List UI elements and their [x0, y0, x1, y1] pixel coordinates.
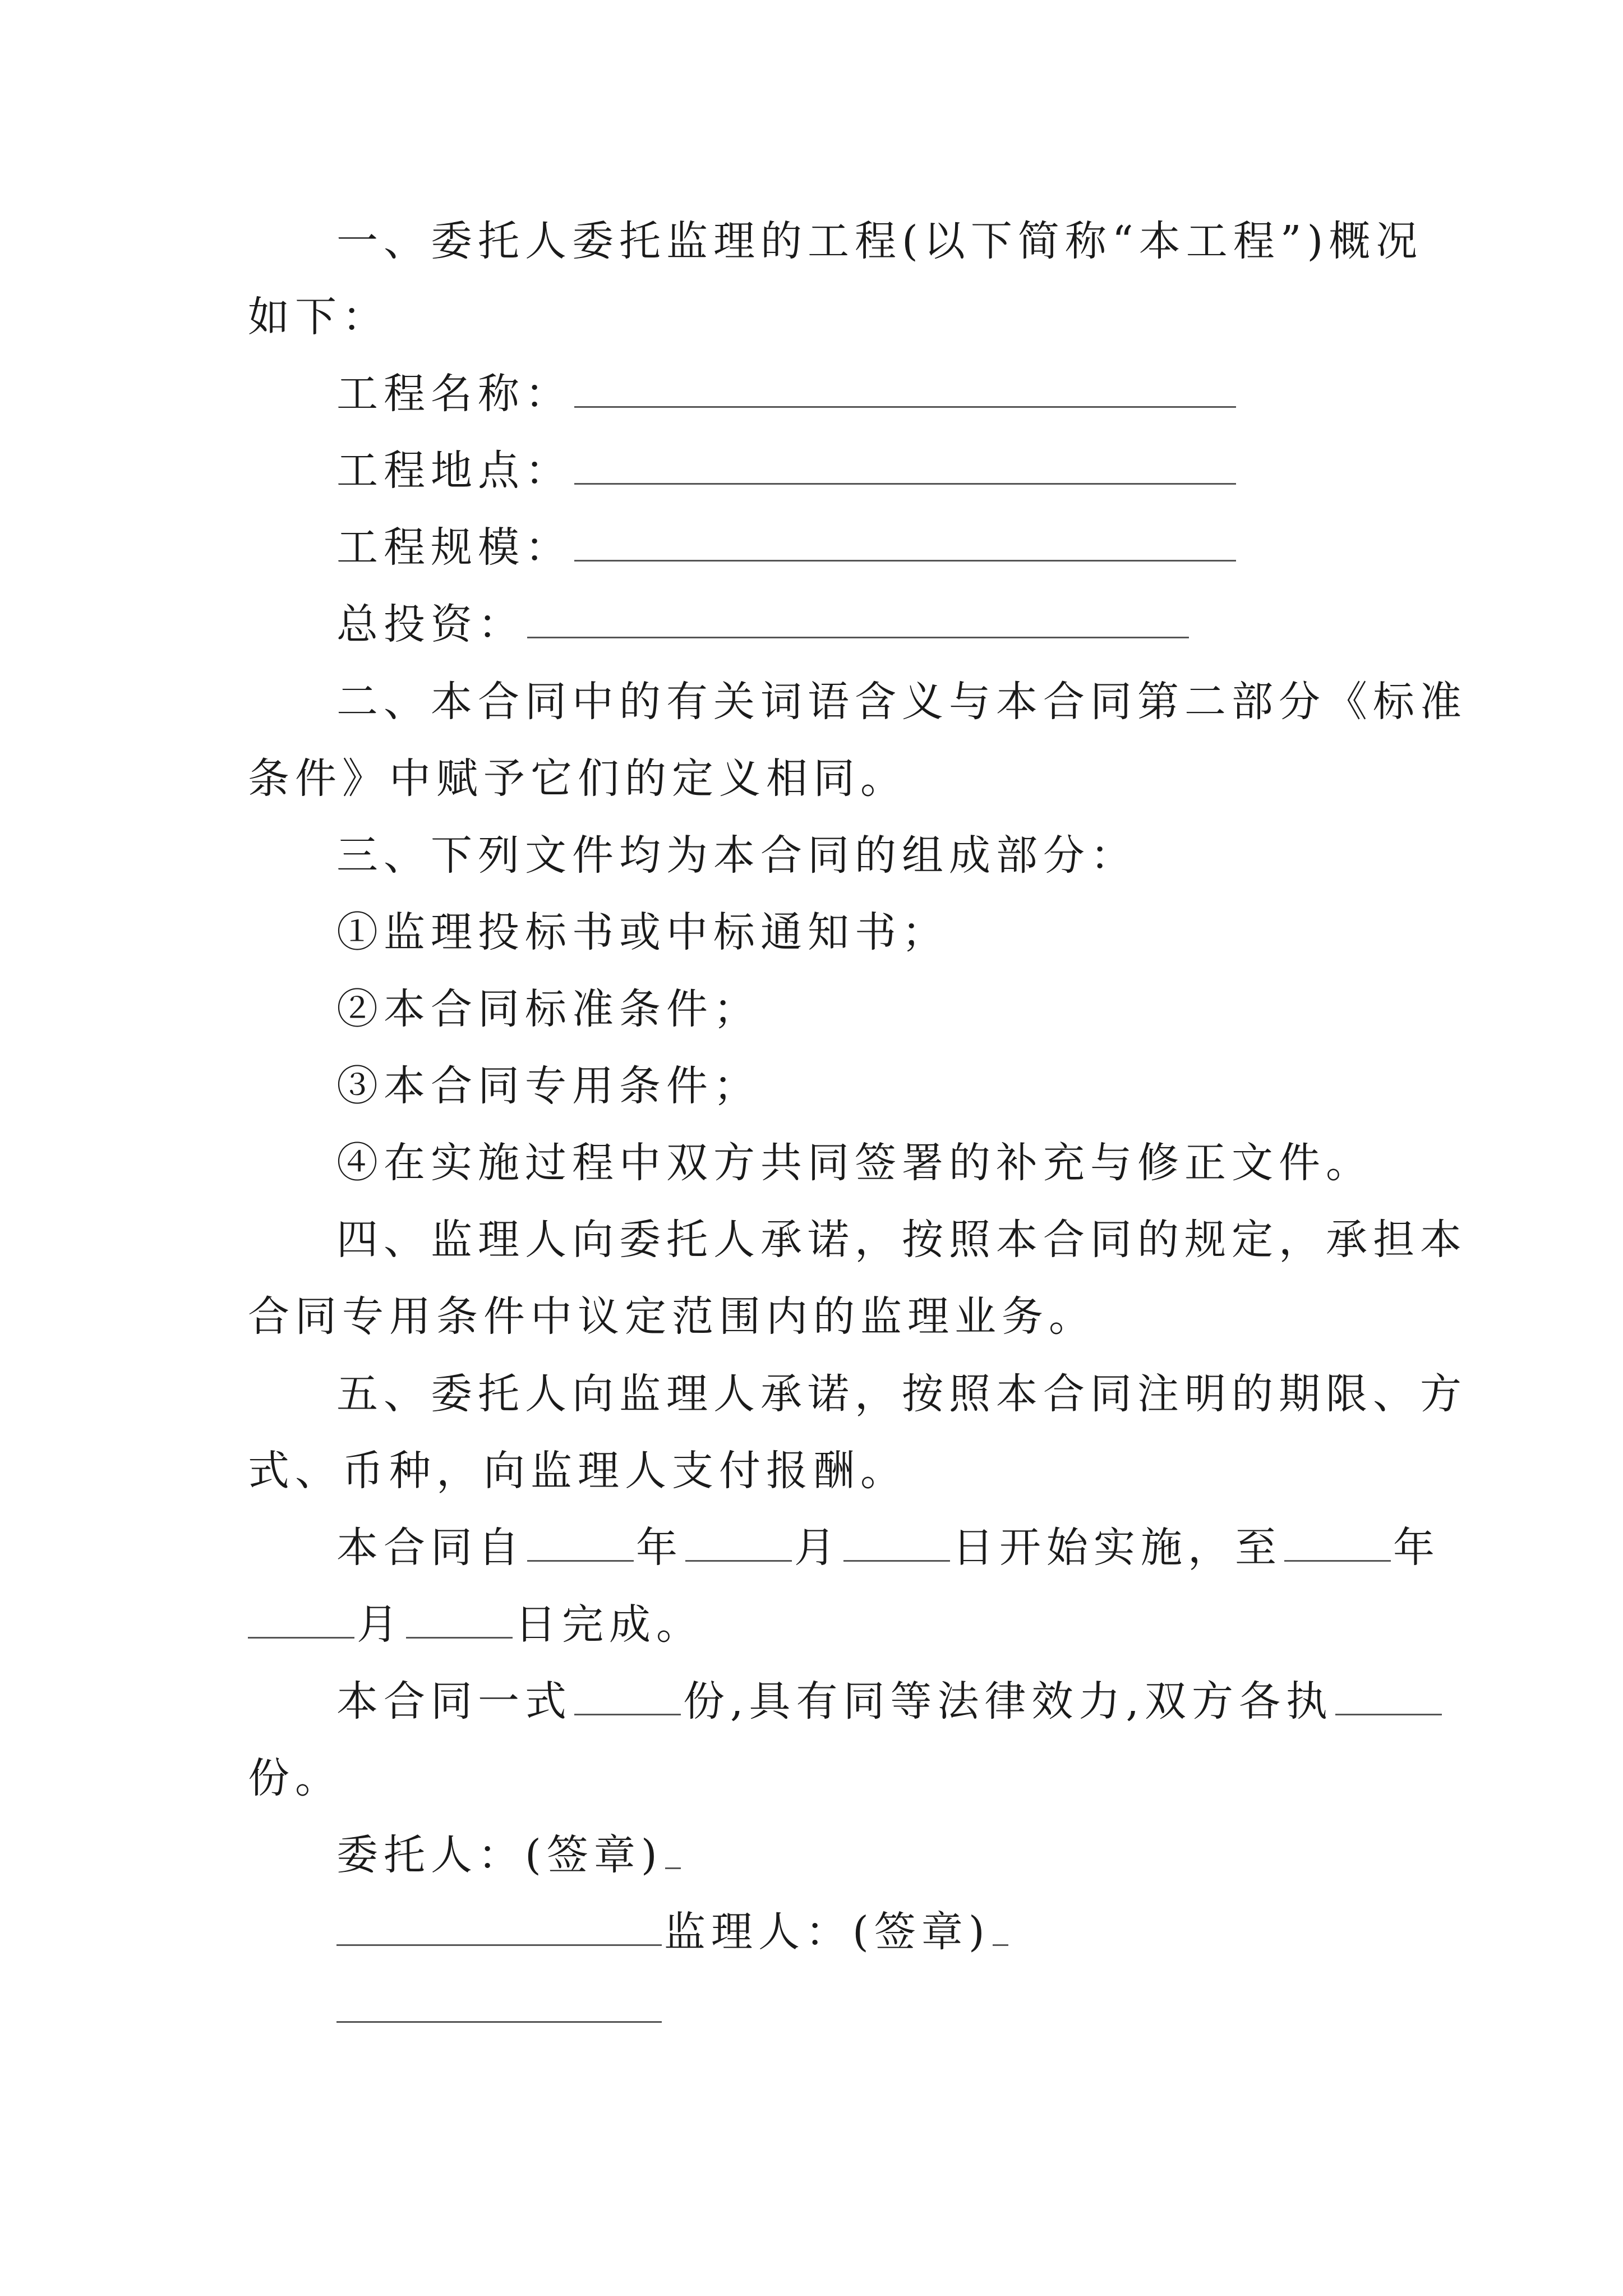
- project-scale-row: [248, 517, 1392, 578]
- paragraph-4-text-a: 四、监理人向委托人承诺，按照本合同的规定，承担本: [336, 1216, 1467, 1264]
- end-year-label: 年: [1393, 1524, 1440, 1572]
- paragraph-4-line-1: [248, 1209, 1467, 1271]
- client-signature-field[interactable]: [336, 1910, 662, 1946]
- term-line-1: [248, 1517, 1440, 1579]
- paragraph-5-text-b: 式、币种，向监理人支付报酬。: [248, 1447, 907, 1495]
- end-month-label: 月: [357, 1600, 404, 1649]
- paragraph-5-text-a: 五、委托人向监理人承诺，按照本合同注明的期限、方: [336, 1370, 1467, 1418]
- list-item-3: [248, 1055, 1392, 1117]
- list-item-4: [248, 1132, 1392, 1194]
- end-day-label: 日完成。: [515, 1600, 703, 1649]
- paragraph-2-line-1: [248, 671, 1467, 733]
- client-signature-field-start[interactable]: [665, 1833, 681, 1869]
- list-item-2: [248, 978, 1392, 1040]
- supervisor-signature-row: [248, 1901, 1392, 1963]
- supervisor-signature-label: 监理人：(签章): [664, 1908, 990, 1956]
- paragraph-1-text-b: 如下：: [248, 293, 389, 341]
- paragraph-1-line-2: [248, 286, 1392, 348]
- term-prefix: 本合同自: [336, 1524, 525, 1572]
- total-investment-field[interactable]: [527, 602, 1189, 638]
- project-name-label: 工程名称：: [336, 370, 572, 418]
- paragraph-5-line-2: [248, 1440, 1392, 1502]
- start-month-field[interactable]: [685, 1525, 792, 1562]
- supervisor-signature-field-start[interactable]: [993, 1910, 1008, 1946]
- list-item-1-text: ①监理投标书或中标通知书；: [336, 908, 949, 956]
- paragraph-1-line-1: [248, 210, 1423, 272]
- paragraph-2-text-b: 条件》中赋予它们的定义相同。: [248, 754, 907, 803]
- paragraph-4-text-b: 合同专用条件中议定范围内的监理业务。: [248, 1292, 1096, 1341]
- copies-middle: 份,具有同等法律效力,双方各执: [683, 1677, 1334, 1726]
- end-month-field[interactable]: [248, 1602, 354, 1639]
- project-scale-field[interactable]: [574, 525, 1236, 562]
- paragraph-4-line-2: [248, 1286, 1392, 1347]
- copies-suffix: 份。: [248, 1754, 342, 1802]
- list-item-4-text: ④在实施过程中双方共同签署的补充与修正文件。: [336, 1139, 1373, 1187]
- supervisor-signature-line-row: [248, 1978, 1392, 2040]
- paragraph-3-line-1: [248, 825, 1392, 886]
- client-signature-label: 委托人：(签章): [336, 1831, 663, 1879]
- project-location-label: 工程地点：: [336, 447, 572, 495]
- project-scale-label: 工程规模：: [336, 523, 572, 572]
- project-name-field[interactable]: [574, 371, 1236, 408]
- start-year-field[interactable]: [527, 1525, 634, 1562]
- end-day-field[interactable]: [406, 1602, 513, 1639]
- list-item-2-text: ②本合同标准条件；: [336, 985, 760, 1033]
- paragraph-2-line-2: [248, 748, 1392, 809]
- total-copies-field[interactable]: [574, 1679, 681, 1715]
- paragraph-3-text: 三、下列文件均为本合同的组成部分：: [336, 831, 1137, 880]
- list-item-3-text: ③本合同专用条件；: [336, 1062, 760, 1110]
- copies-each-field[interactable]: [1335, 1679, 1442, 1715]
- start-day-field[interactable]: [843, 1525, 950, 1562]
- supervisor-signature-field[interactable]: [336, 1986, 662, 2023]
- start-day-label: 日开始实施，至: [952, 1524, 1282, 1572]
- project-location-row: [248, 440, 1392, 501]
- start-month-label: 月: [794, 1524, 841, 1572]
- list-item-1: [248, 901, 1392, 963]
- total-investment-label: 总投资：: [336, 600, 525, 648]
- paragraph-2-text-a: 二、本合同中的有关词语含义与本合同第二部分《标准: [336, 678, 1467, 726]
- term-line-2: [248, 1594, 1392, 1655]
- end-year-field[interactable]: [1284, 1525, 1391, 1562]
- project-location-field[interactable]: [574, 448, 1236, 485]
- total-investment-row: [248, 593, 1392, 655]
- paragraph-1-text-a: 一、委托人委托监理的工程(以下简称“本工程”)概况: [336, 217, 1423, 265]
- start-year-label: 年: [636, 1524, 683, 1572]
- copies-prefix: 本合同一式: [336, 1677, 572, 1726]
- copies-line-1: [248, 1671, 1392, 1732]
- project-name-row: [248, 363, 1392, 425]
- client-signature-row: [248, 1824, 1392, 1886]
- paragraph-5-line-1: [248, 1363, 1467, 1425]
- copies-line-2: [248, 1747, 1392, 1809]
